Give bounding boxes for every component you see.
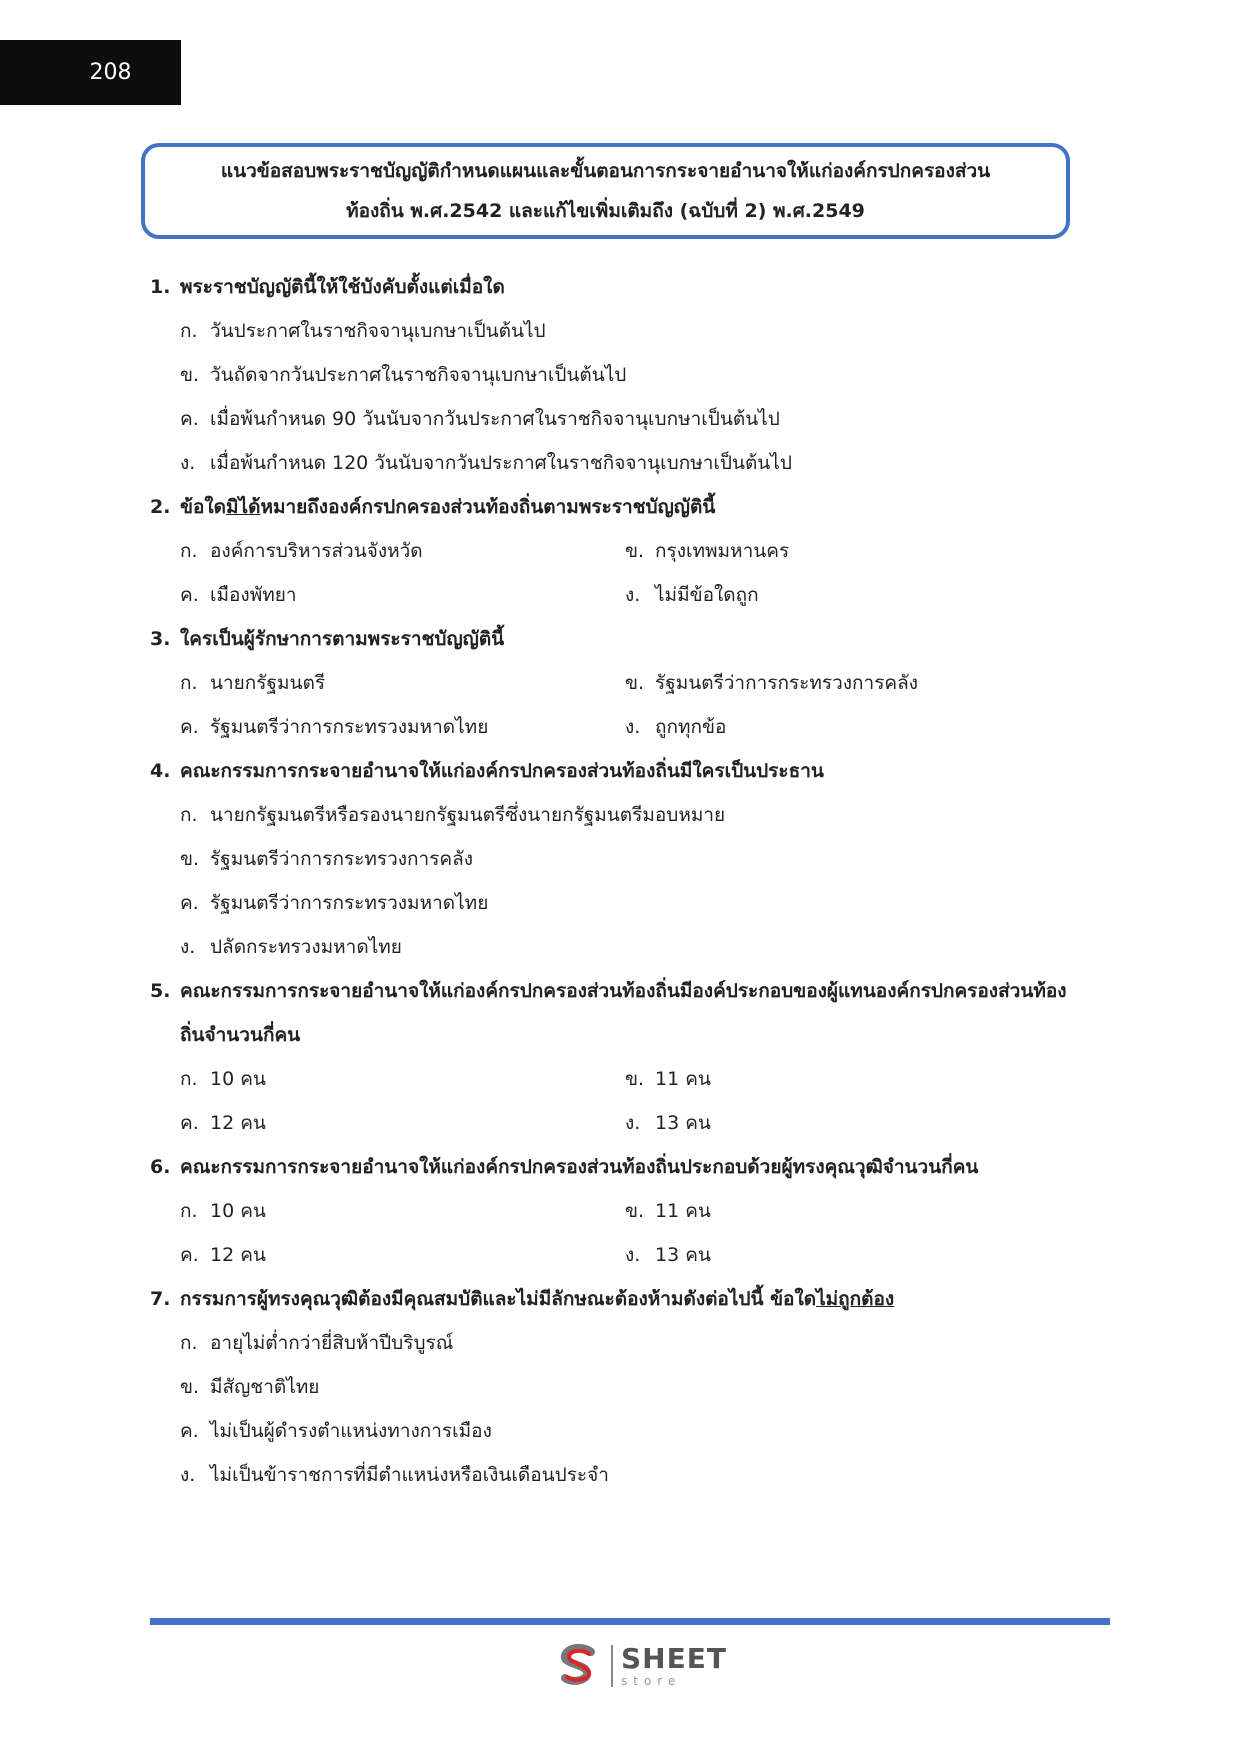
logo-name: SHEET [621,1642,727,1675]
question-5 [150,969,1080,1057]
option: ง. ปลัดกระทรวงมหาดไทย [180,936,402,958]
option: ก. นายกรัฐมนตรีหรือรองนายกรัฐมนตรีซึ่งนายกรัฐมนตรีมอบหมาย [180,804,726,826]
option: ข. 11 คน [625,1068,711,1090]
title-line-2: ท้องถิ่น พ.ศ.2542 และแก้ไขเพิ่มเติมถึง (ฉบับที่ 2) พ.ศ.2549 [346,200,865,222]
question-3 [150,617,1080,661]
option: ก. อายุไม่ต่ำกว่ายี่สิบห้าปีบริบูรณ์ [180,1332,454,1354]
footer-divider [150,1618,1110,1625]
question-number: 2. [150,496,171,518]
option: ค. 12 คน [180,1244,266,1266]
question-text: คณะกรรมการกระจายอำนาจให้แก่องค์กรปกครองส่วนท้องถิ่นมีองค์ประกอบของผู้แทนองค์กรปกครองส่วนท้องถิ่นจำนวนกี่คน [180,980,1067,1046]
option: ก. วันประกาศในราชกิจจานุเบกษาเป็นต้นไป [180,320,546,342]
question-number: 1. [150,276,171,298]
sheet-store-logo [555,1640,727,1692]
option: ง. 13 คน [625,1112,711,1134]
question-text: ข้อใดมิได้หมายถึงองค์กรปกครองส่วนท้องถิ่นตามพระราชบัญญัตินี้ [180,496,716,518]
option: ง. ไม่เป็นข้าราชการที่มีตำแหน่งหรือเงินเดือนประจำ [180,1464,609,1486]
options-6 [180,1189,1080,1277]
question-7 [150,1277,1080,1321]
option: ค. เมืองพัทยา [180,584,297,606]
option: ข. วันถัดจากวันประกาศในราชกิจจานุเบกษาเป็นต้นไป [180,364,627,386]
option: ก. นายกรัฐมนตรี [180,672,326,694]
option: ข. กรุงเทพมหานคร [625,540,790,562]
option: ค. 12 คน [180,1112,266,1134]
page-number: 208 [0,40,181,105]
option: ง. ถูกทุกข้อ [625,716,727,738]
question-4 [150,749,1080,793]
title-box [141,143,1070,239]
question-number: 7. [150,1288,171,1310]
option: ค. เมื่อพ้นกำหนด 90 วันนับจากวันประกาศในราชกิจจานุเบกษาเป็นต้นไป [180,408,780,430]
option: ข. รัฐมนตรีว่าการกระทรวงการคลัง [625,672,919,694]
option: ข. มีสัญชาติไทย [180,1376,320,1398]
option: ก. 10 คน [180,1200,266,1222]
logo-subtitle: store [621,1674,682,1688]
options-5 [180,1057,1080,1145]
options-4 [180,793,1080,969]
option: ง. 13 คน [625,1244,711,1266]
logo-separator [611,1645,613,1687]
option: ก. องค์การบริหารส่วนจังหวัด [180,540,423,562]
question-number: 4. [150,760,171,782]
question-2 [150,485,1080,529]
question-1 [150,265,1080,309]
option: ก. 10 คน [180,1068,266,1090]
option: ค. รัฐมนตรีว่าการกระทรวงมหาดไทย [180,716,489,738]
question-text: คณะกรรมการกระจายอำนาจให้แก่องค์กรปกครองส่วนท้องถิ่นมีใครเป็นประธาน [180,760,824,782]
option: ค. รัฐมนตรีว่าการกระทรวงมหาดไทย [180,892,489,914]
option: ข. 11 คน [625,1200,711,1222]
options-3 [180,661,1080,749]
question-6 [150,1145,1080,1189]
question-text: ใครเป็นผู้รักษาการตามพระราชบัญญัตินี้ [180,628,505,650]
question-text: คณะกรรมการกระจายอำนาจให้แก่องค์กรปกครองส่วนท้องถิ่นประกอบด้วยผู้ทรงคุณวุฒิจำนวนกี่คน [180,1156,979,1178]
option: ง. เมื่อพ้นกำหนด 120 วันนับจากวันประกาศในราชกิจจานุเบกษาเป็นต้นไป [180,452,792,474]
option: ค. ไม่เป็นผู้ดำรงตำแหน่งทางการเมือง [180,1420,492,1442]
question-text: กรรมการผู้ทรงคุณวุฒิต้องมีคุณสมบัติและไม่มีลักษณะต้องห้ามดังต่อไปนี้ ข้อใดไม่ถูกต้อง [180,1288,895,1310]
option: ง. ไม่มีข้อใดถูก [625,584,759,606]
option: ข. รัฐมนตรีว่าการกระทรวงการคลัง [180,848,474,870]
question-number: 5. [150,980,171,1002]
options-7 [180,1321,1080,1497]
title-line-1: แนวข้อสอบพระราชบัญญัติกำหนดแผนและขั้นตอนการกระจายอำนาจให้แก่องค์กรปกครองส่วน [220,160,991,182]
question-number: 3. [150,628,171,650]
question-list [150,265,1080,1497]
question-text: พระราชบัญญัตินี้ให้ใช้บังคับตั้งแต่เมื่อใด [180,276,505,298]
question-number: 6. [150,1156,171,1178]
options-1 [180,309,1080,485]
s-logo-icon [555,1642,603,1690]
options-2 [180,529,1080,617]
